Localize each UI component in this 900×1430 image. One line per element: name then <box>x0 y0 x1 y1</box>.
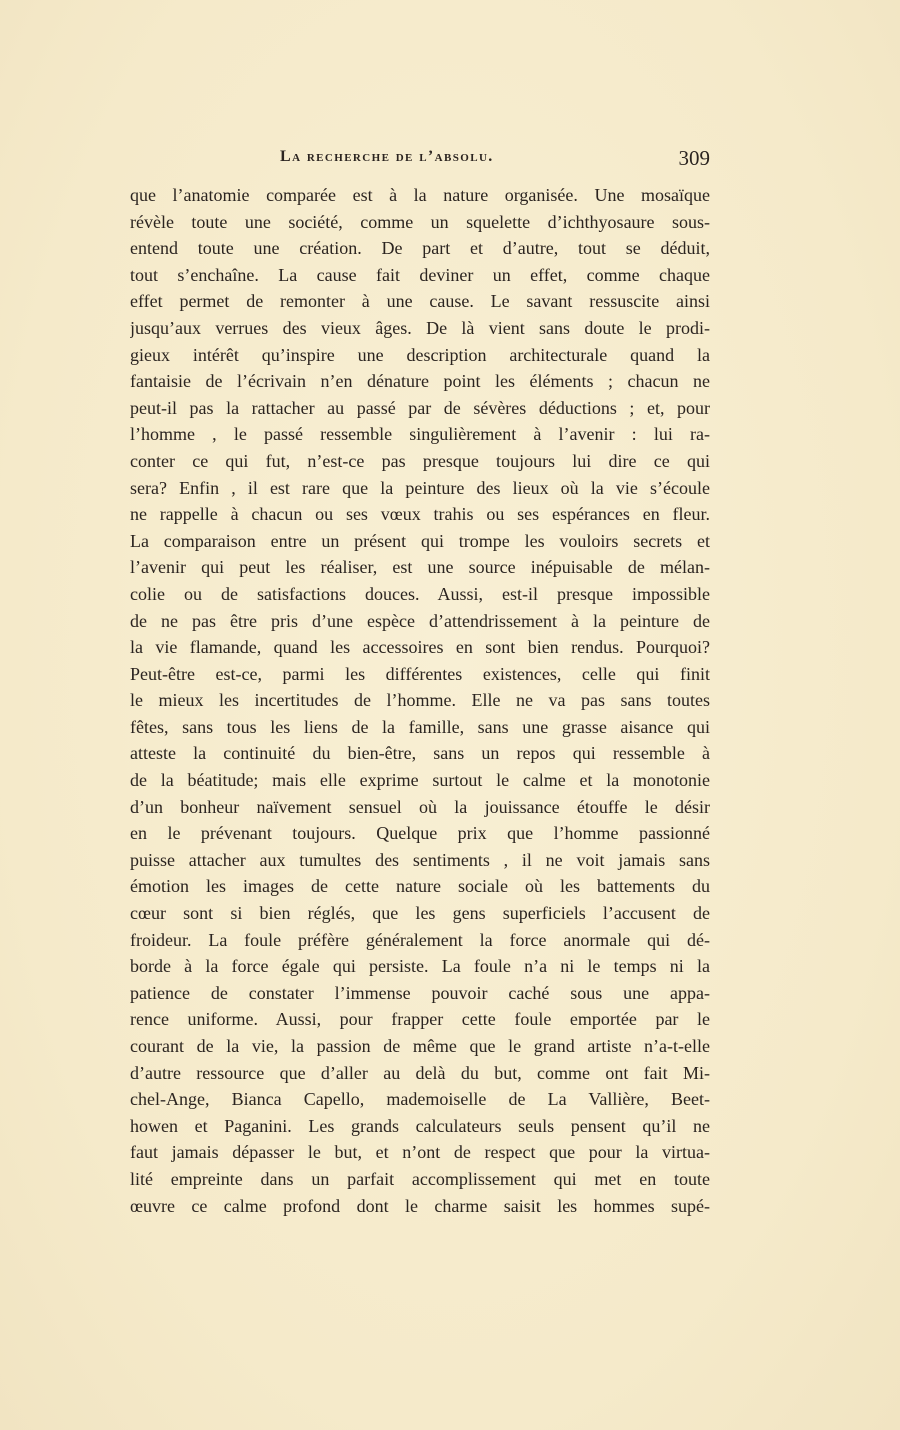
text-line: cœur sont si bien réglés, que les gens superficiels l’accusent de <box>130 903 710 924</box>
text-line: sera? Enfin , il est rare que la peinture des lieux où la vie s’écoule <box>130 477 710 498</box>
text-line: l’avenir qui peut les réaliser, est une source inépuisable de mélan- <box>130 557 710 578</box>
body-text <box>130 182 710 1219</box>
text-line: chel-Ange, Bianca Capello, mademoiselle de La Vallière, Beet- <box>130 1089 710 1110</box>
text-line: effet permet de remonter à une cause. Le savant ressuscite ainsi <box>130 291 710 312</box>
text-line: conter ce qui fut, n’est-ce pas presque toujours lui dire ce qui <box>130 450 710 471</box>
text-line: ne rappelle à chacun ou ses vœux trahis ou ses espérances en fleur. <box>130 504 710 525</box>
text-line: faut jamais dépasser le but, et n’ont de respect que pour la virtua- <box>130 1142 710 1163</box>
text-line: peut-il pas la rattacher au passé par de sévères déductions ; et, pour <box>130 397 710 418</box>
text-line: atteste la continuité du bien-être, sans un repos qui ressemble à <box>130 743 710 764</box>
text-line: lité empreinte dans un parfait accomplissement qui met en toute <box>130 1168 710 1189</box>
text-line: entend toute une création. De part et d’autre, tout se déduit, <box>130 238 710 259</box>
text-line: l’homme , le passé ressemble singulièrement à l’avenir : lui ra- <box>130 424 710 445</box>
page-number: 309 <box>678 146 710 170</box>
text-line: jusqu’aux verrues des vieux âges. De là vient sans doute le prodi- <box>130 317 710 338</box>
text-line: rence uniforme. Aussi, pour frapper cette foule emportée par le <box>130 1009 710 1030</box>
text-line: d’autre ressource que d’aller au delà du but, comme ont fait Mi- <box>130 1062 710 1083</box>
text-line: tout s’enchaîne. La cause fait deviner un effet, comme chaque <box>130 264 710 285</box>
text-line: la vie flamande, quand les accessoires en sont bien rendus. Pourquoi? <box>130 637 710 658</box>
text-line: borde à la force égale qui persiste. La foule n’a ni le temps ni la <box>130 956 710 977</box>
running-title: La recherche de l’absolu. <box>280 148 494 165</box>
text-line: révèle toute une société, comme un squelette d’ichthyosaure sous- <box>130 211 710 232</box>
text-line: colie ou de satisfactions douces. Aussi, est-il presque impossible <box>130 583 710 604</box>
text-line: de ne pas être pris d’une espèce d’attendrissement à la peinture de <box>130 610 710 631</box>
text-line: fêtes, sans tous les liens de la famille, sans une grasse aisance qui <box>130 716 710 737</box>
text-line: gieux intérêt qu’inspire une description architecturale quand la <box>130 344 710 365</box>
text-line: de la béatitude; mais elle exprime surtout le calme et la monotonie <box>130 770 710 791</box>
text-line: howen et Paganini. Les grands calculateurs seuls pensent qu’il ne <box>130 1115 710 1136</box>
text-line: œuvre ce calme profond dont le charme saisit les hommes supé- <box>130 1195 710 1216</box>
text-line: émotion les images de cette nature sociale où les battements du <box>130 876 710 897</box>
text-line: d’un bonheur naïvement sensuel où la jouissance étouffe le désir <box>130 796 710 817</box>
text-line: en le prévenant toujours. Quelque prix que l’homme passionné <box>130 823 710 844</box>
text-line: courant de la vie, la passion de même que le grand artiste n’a-t-elle <box>130 1036 710 1056</box>
text-line: que l’anatomie comparée est à la nature organisée. Une mosaïque <box>130 185 710 205</box>
text-line: le mieux les incertitudes de l’homme. Elle ne va pas sans toutes <box>130 690 710 711</box>
text-line: froideur. La foule préfère généralement la force anormale qui dé- <box>130 929 710 950</box>
text-line: puisse attacher aux tumultes des sentiments , il ne voit jamais sans <box>130 849 710 870</box>
page-header <box>130 146 710 174</box>
text-line: La comparaison entre un présent qui trompe les vouloirs secrets et <box>130 530 710 551</box>
text-line: fantaisie de l’écrivain n’en dénature point les éléments ; chacun ne <box>130 371 710 392</box>
text-line: patience de constater l’immense pouvoir caché sous une appa- <box>130 982 710 1003</box>
text-line: Peut-être est-ce, parmi les différentes existences, celle qui finit <box>130 663 710 684</box>
